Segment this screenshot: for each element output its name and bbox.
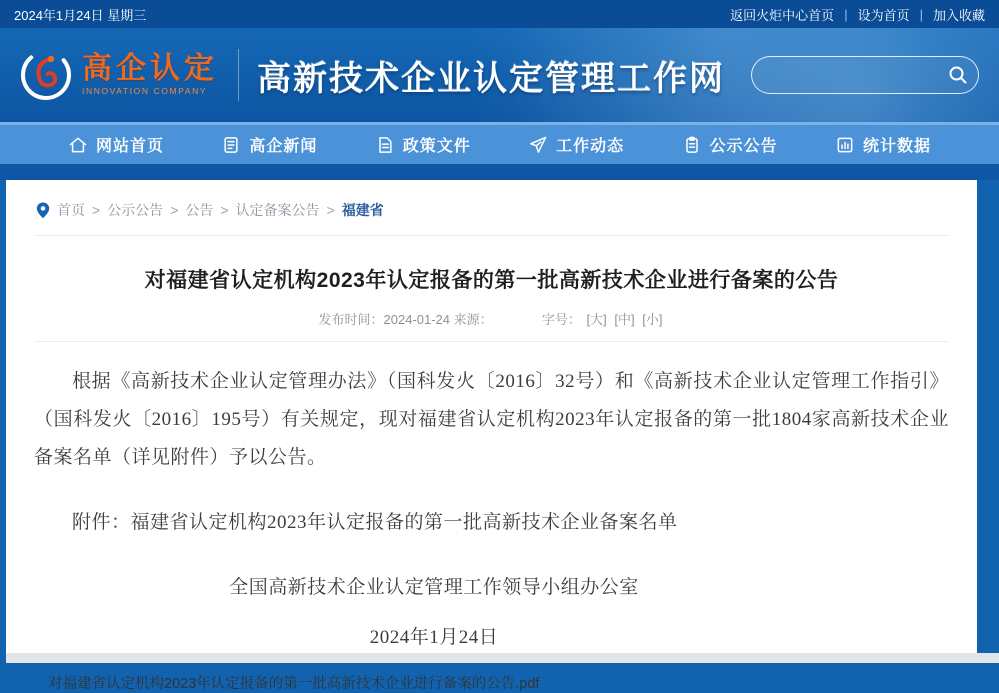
nav-item-dynamics[interactable] xyxy=(528,133,624,156)
article-card xyxy=(6,180,977,692)
search-button[interactable] xyxy=(947,64,969,86)
chart-icon xyxy=(835,135,855,155)
attachment-pdf-link[interactable]: 对福建省认定机构2023年认定报备的第一批高新技术企业进行备案的公告.pdf xyxy=(48,676,540,692)
breadcrumb-separator: > xyxy=(92,202,101,218)
home-icon xyxy=(68,135,88,155)
breadcrumb-announcements[interactable]: 公示公告 xyxy=(107,202,164,218)
clipboard-icon xyxy=(682,135,702,155)
add-favorite-link[interactable]: 加入收藏 xyxy=(932,7,985,23)
search-icon xyxy=(947,64,969,86)
breadcrumb-filing-notice[interactable]: 认定备案公告 xyxy=(235,202,320,218)
nav-item-statistics[interactable] xyxy=(835,133,931,156)
topbar-links xyxy=(730,5,985,24)
send-icon xyxy=(528,135,548,155)
site-header xyxy=(0,28,999,122)
logo-subtitle: INNOVATION COMPANY xyxy=(82,86,208,96)
breadcrumb-separator: > xyxy=(220,202,229,218)
source-label: 来源： xyxy=(453,312,493,327)
breadcrumb-separator: > xyxy=(326,202,335,218)
news-icon xyxy=(221,135,241,155)
logo-swirl-icon xyxy=(20,49,72,101)
content-area xyxy=(0,180,999,692)
search-input[interactable] xyxy=(766,67,947,83)
meta-divider xyxy=(34,341,949,342)
breadcrumb-notice[interactable]: 公告 xyxy=(185,202,214,218)
set-homepage-link[interactable]: 设为首页 xyxy=(857,7,910,23)
logo-text xyxy=(82,54,218,96)
breadcrumb-home[interactable]: 首页 xyxy=(57,202,85,218)
article-body xyxy=(34,363,949,657)
nav-label: 政策文件 xyxy=(402,138,471,155)
paragraph-attachment-note: 附件：福建省认定机构2023年认定报备的第一批高新技术企业备案名单 xyxy=(72,512,678,533)
header-divider xyxy=(238,49,239,101)
breadcrumb-separator: > xyxy=(170,202,179,218)
topbar-separator: | xyxy=(919,6,923,22)
signature-date: 2024年1月24日 xyxy=(369,627,499,648)
torch-center-home-link[interactable]: 返回火炬中心首页 xyxy=(730,7,835,23)
signature-org: 全国高新技术企业认定管理工作领导小组办公室 xyxy=(229,577,639,598)
breadcrumb-fujian[interactable]: 福建省 xyxy=(341,202,384,218)
nav-label: 工作动态 xyxy=(556,138,625,155)
article-title: 对福建省认定机构2023年认定报备的第一批高新技术企业进行备案的公告 xyxy=(144,269,839,292)
site-title: 高新技术企业认定管理工作网 xyxy=(257,59,725,98)
topbar xyxy=(0,0,999,28)
nav-item-announcements[interactable] xyxy=(682,133,778,156)
logo-title: 高企认定 xyxy=(82,52,218,85)
nav-label: 公示公告 xyxy=(709,138,778,155)
location-pin-icon xyxy=(36,202,50,219)
nav-item-policy[interactable] xyxy=(375,133,471,156)
nav-item-news[interactable] xyxy=(221,133,317,156)
font-size-medium-button[interactable]: [中] xyxy=(614,312,635,327)
font-size-label: 字号： xyxy=(541,312,581,327)
topbar-separator: | xyxy=(844,6,848,22)
article-meta xyxy=(34,309,949,328)
main-nav xyxy=(0,122,999,164)
publish-time-label: 发布时间： xyxy=(318,312,384,327)
publish-date: 2024-01-24 xyxy=(383,312,451,327)
nav-label: 高企新闻 xyxy=(249,138,318,155)
nav-label: 统计数据 xyxy=(862,138,931,155)
font-size-large-button[interactable]: [大] xyxy=(586,312,607,327)
nav-label: 网站首页 xyxy=(96,138,165,155)
nav-item-home[interactable] xyxy=(68,133,164,156)
site-logo[interactable] xyxy=(20,49,218,101)
current-date: 2024年1月24日 星期三 xyxy=(14,7,147,23)
nav-bottom-strip xyxy=(0,164,999,180)
paragraph-main: 根据《高新技术企业认定管理办法》（国科发火〔2016〕32号）和《高新技术企业认定管理工作指引》（国科发火〔2016〕195号）有关规定，现对福建省认定机构2023年认定报备的第一批1804家高新技术企业备案名单（详见附件）予以公告。 xyxy=(34,371,949,468)
breadcrumb xyxy=(34,180,949,236)
footer-strip xyxy=(6,653,999,663)
document-icon xyxy=(375,135,395,155)
font-size-small-button[interactable]: [小] xyxy=(642,312,663,327)
search-box xyxy=(751,56,979,94)
